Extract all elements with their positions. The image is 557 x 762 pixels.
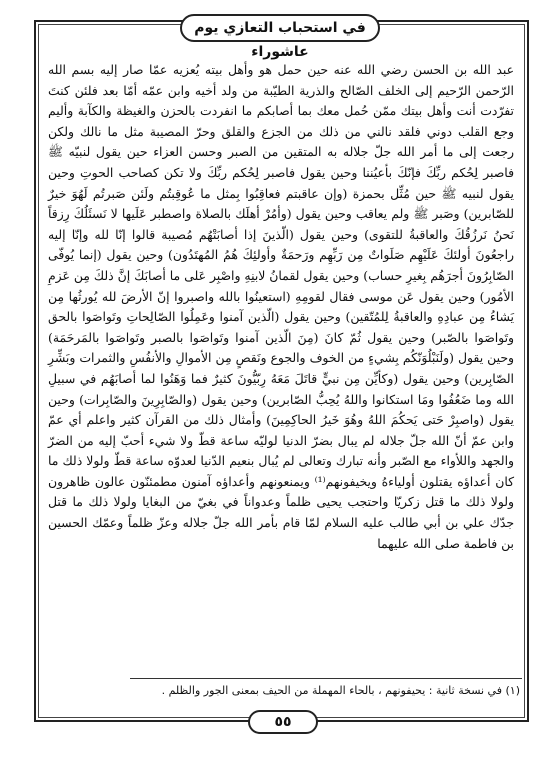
main-text (48, 60, 514, 554)
body-paragraph: عبد الله بن الحسن رضي الله عنه حين حمل هو وأهل بيته يُعزيه عمّا صار إليه بسم الله الرّحمن الرّحيم إلى الخلف الصّالح والذرية الطيّبة من ولد أخيه وابن عمّه أمّا بعد فلئن كنتَ تفرّدت أنت وأهل بيتك ممّن حُمل معك بما أصابكم ما انفردت بالحزن والغيظة والكآبة وأليم وجع القلب دوني فلقد نالني من ذلك من الجزع والقلق وحرّ المصيبة مثل ما نالك ولكن رجعت إلى ما أمر الله جلّ جلاله به المتقين من الصبر وحسن العزاء حين يقول لنبيّه ﷺ فاصبر لِحُكم ربِّكَ فإنّكَ بأعيُننا وحين يقول فاصبر لِحُكم ربِّكَ ولا تكن كصاحب الحوتِ وحين يقول لنبيه ﷺ حين مُثِّل بحمزة (وإن عاقبتم فعاقِبُوا بِمثل ما عُوقِبتُم ولَئن صَبرتُم لَهُوَ خيرٌ للصّابرين) وصَبر ﷺ ولم يعاقب وحين يقول (وأمُرْ أهلَك بالصلاة واصطبر عَلَيها لا نَسئَلُكَ رِزقاً نَحنُ نَرزُقُكَ والعاقبةُ للتقوى) وحين يقول (الّذينَ إذا أصابَتْهُم مُصيبة قالوا إنّا لله وإنّا إليه راجعُونَ أولئكَ عَلَيْهِم صَلَواتٌ مِن رَبِّهِم ورَحمَةٌ وأولئِكَ هُمُ المُهتَدُون) وحين يقول (إنما يُوفّى الصّابِرُونَ أجرَهُم بِغيرِ حساب) وحين يقول لقمانُ لابنِهِ واصْبِر عَلى ما أصابَكَ إنَّ ذلكَ مِن عَزمِ الأمُور) وحين يقول عَن موسى فقال لقومِهِ (استعينُوا بالله واصبروا إنّ الأرضَ لله يُورثُها مِن يَشاءُ مِن عبادِهِ والعاقبةُ لِلمُتّقين) وحين يقول (الّذين آمنوا وعَمِلُوا الصّالِحاتِ وتَواصَوا بالحق وتَواصَوا بالصّبر) وحين يقول ثُمّ كانَ (مِنَ الّذين آمنوا وتَواصَوا بالصبر وتَواصَوا بالمَرحَمَة) وحين يقول (ولَنَبْلُوَنّكُم بِشيءٍ من الخوف والجوع ونَقصٍ مِن الأموالِ والأنفُسِ والثمرات وبَشِّرِ الصّابِرين) وحين يقول (وكأيِّن مِن نبيٍّ قاتَلَ مَعَهُ رِبّيُّونَ كثيرٌ فما وَهَنُوا لما أصابَهُم في سبيلِ الله وما ضَعُفُوا ومَا استكانوا واللهُ يُحِبُّ الصّابرين) وحين يقول (والصّابِرِينَ والصّابِرات) وحين يقول (واصبِرْ حَتى يَحكُمَ اللهُ وهُوَ خَيرُ الحاكِمِينَ) وأمثال ذلك من القرآن كثير واعلم أي عمّ وابن عمّ أنّ الله جلّ جلاله لم يبال بضرّ الدنيا لوليّه ساعة قطّ ولا شيء أحبّ إليه من الضرّ والجهد واللأواء مع الصّبر وأنه تبارك وتعالى لم يُبال بنعيم الدّنيا لعدوّه ساعة قطّ ولولا ذلك ما كان أعداؤه يقتلون أولياءهُ ويخيفونهم⁽¹⁾ ويمنعونهم وأعداؤه آمنون مطمئنّون عالون ظاهرون ولولا ذلك ما قتل زكريّا واحتجب يحيى ظلماً وعدواناً في بغيّ من البغايا ولولا ذلك ما قتل جدّك علي بن أبي طالب عليه السلام لمّا قام بأمر الله جلّ جلاله وعزّ ظلماً وعمّك الحسين بن فاطمة صلى الله عليهما (48, 62, 514, 551)
page-number: ٥٥ (248, 710, 318, 734)
footnote-divider (130, 678, 522, 679)
footnote: (١) في نسخة ثانية : يحيفونهم ، بالحاء المهملة من الحيف بمعنى الجور والظلم . (161, 684, 520, 697)
chapter-title: في استحباب التعازي يوم عاشوراء (180, 14, 380, 42)
